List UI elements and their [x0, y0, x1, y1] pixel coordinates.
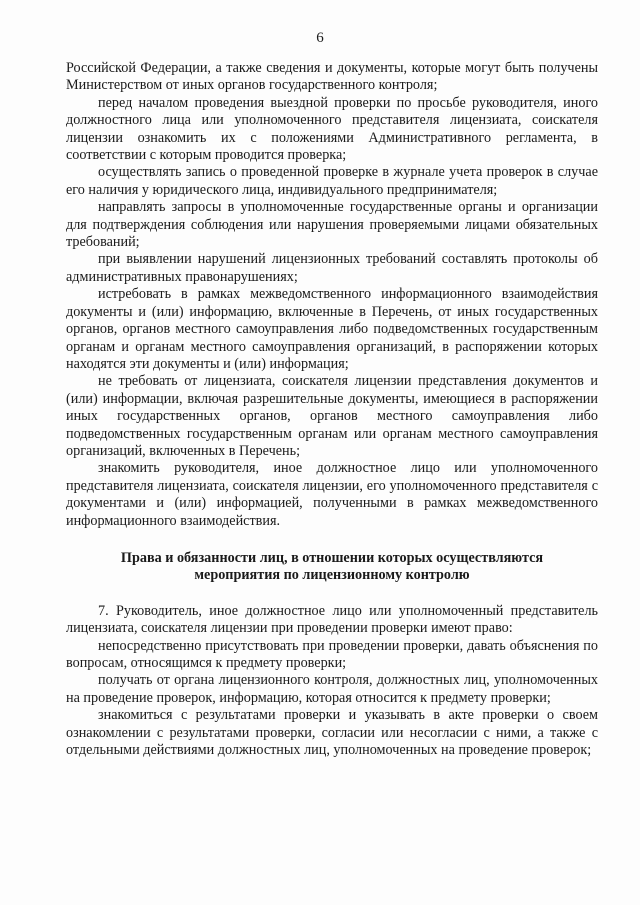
paragraph: знакомить руководителя, иное должностное лицо или уполномоченного представителя лицензиата, соискателя лицензии, его уполномоченного представителя с документами и (или) информацией, полученными в рамках межведомственного информационного взаимодействия. — [66, 460, 598, 529]
section-heading-line: Права и обязанности лиц, в отношении которых осуществляются — [120, 549, 544, 566]
paragraph: осуществлять запись о проведенной проверке в журнале учета проверок в случае его наличия у юридического лица, индивидуального предпринимателя; — [66, 164, 598, 198]
paragraph: при выявлении нарушений лицензионных требований составлять протоколы об административных правонарушениях; — [66, 251, 598, 285]
section-heading-line: мероприятия по лицензионному контролю — [194, 567, 470, 584]
paragraph: получать от органа лицензионного контроля, должностных лиц, уполномоченных на проведение проверок, информацию, которая относится к предмету проверки; — [66, 672, 598, 706]
section-heading — [66, 550, 598, 585]
paragraph: истребовать в рамках межведомственного информационного взаимодействия документы и (или) информацию, включенные в Перечень, от иных государственных органов, органов местного самоуправления либо подведомственных государственным органам и органам местного самоуправления организаций, в распоряжении которых находятся эти документы и (или) информация; — [66, 286, 598, 372]
paragraph: 7. Руководитель, иное должностное лицо или уполномоченный представитель лицензиата, соискателя лицензии при проведении проверки имеют право: — [66, 602, 598, 637]
paragraph: знакомиться с результатами проверки и указывать в акте проверки о своем ознакомлении с результатами проверки, согласии или несогласии с ними, а также с отдельными действиями должностных лиц, уполномоченных на проведение проверок; — [66, 707, 598, 759]
paragraph: не требовать от лицензиата, соискателя лицензии представления документов и (или) информации, включая разрешительные документы, имеющиеся в распоряжении иных государственных органов, органов местного самоуправления либо подведомственных государственным органам или органам местного самоуправления организаций, включенных в Перечень; — [66, 373, 598, 459]
paragraph: направлять запросы в уполномоченные государственные органы и организации для подтверждения соблюдения или нарушения проверяемыми лицами обязательных требований; — [66, 199, 598, 251]
page-number: 6 — [316, 30, 324, 46]
paragraph: Российской Федерации, а также сведения и документы, которые могут быть получены Министерством от иных органов государственного контроля; — [66, 60, 598, 94]
document-body — [66, 60, 598, 759]
paragraph: непосредственно присутствовать при проведении проверки, давать объяснения по вопросам, относящимся к предмету проверки; — [66, 637, 598, 671]
paragraph: перед началом проведения выездной проверки по просьбе руководителя, иного должностного лица или уполномоченного представителя лицензиата, соискателя лицензии ознакомить их с положениями Административного регламента, в соответствии с которым проводится проверка; — [66, 94, 598, 164]
